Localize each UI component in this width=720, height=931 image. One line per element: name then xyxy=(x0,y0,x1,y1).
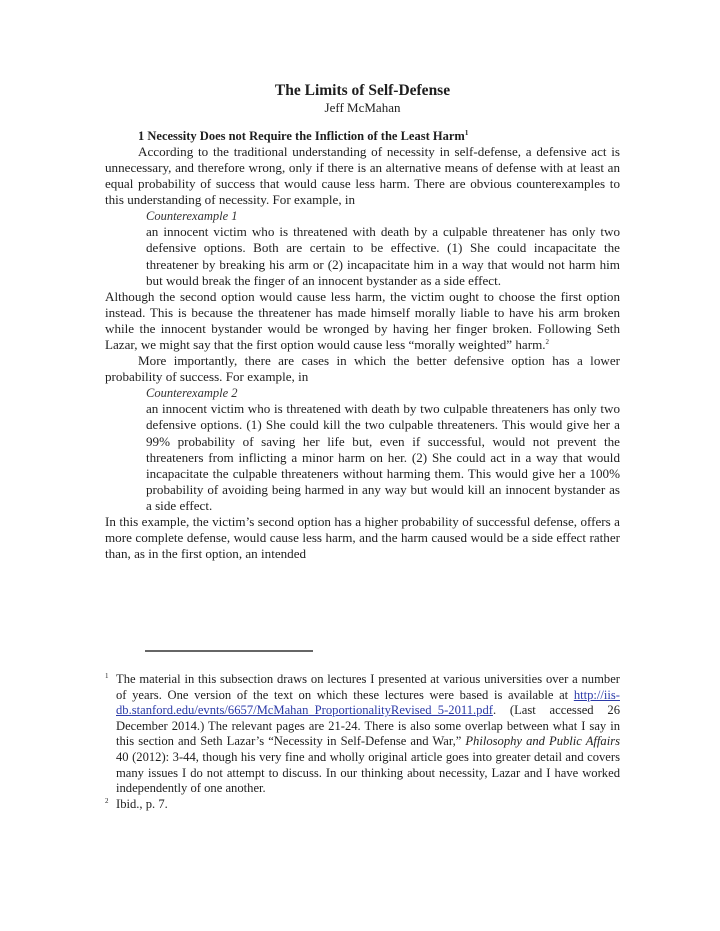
section-heading-text: 1 Necessity Does not Require the Infliction of the Least Harm xyxy=(138,129,465,143)
footnote-1: $^1$ The material in this subsection draws on lectures I presented at various universities over a number of years. One version of the text on which these lectures were based is available at http://iis-db.stanford.edu/evnts/6657/McMahan_ProportionalityRevised_5-2011.pdf. (Last accessed 26 December 2014.) The relevant pages are 21-24. There is also some overlap between what I say in this section and Seth Lazar’s “Necessity in Self-Defense and War,” Philosophy and Public Affairs 40 (2012): 3-44, though his very fine and wholly original article goes into greater detail and covers many issues I do not attempt to discuss. In our thinking about necessity, Lazar and I have worked independently of one another. xyxy=(105,672,620,796)
counterexample-1-label: Counterexample 1 xyxy=(146,209,238,224)
footnote-2-text: Ibid., p. 7. xyxy=(116,796,168,811)
document-page xyxy=(105,82,620,562)
footnotes xyxy=(105,672,620,812)
footnote-1-text: The material in this subsection draws on lectures I presented at various universities over a number of years. One version of the text on which these lectures were based is available at xyxy=(116,672,620,702)
footnote-1-text-end: 40 (2012): 3-44, though his very fine and wholly original article goes into greater detail and covers many issues I do not attempt to discuss. In our thinking about necessity, Lazar and I have worked independently of one another. xyxy=(116,749,620,796)
footnote-ref-1[interactable]: 1 xyxy=(464,129,469,137)
footnote-1-link[interactable]: http://iis-db.stanford.edu/evnts/6657/McMahan_ProportionalityRevised_5-2011.pdf xyxy=(116,687,620,718)
counterexample-2-label: Counterexample 2 xyxy=(146,386,238,401)
section-heading xyxy=(105,128,620,144)
footnote-1-journal: Philosophy and Public Affairs xyxy=(465,734,620,749)
paragraph-1: According to the traditional understanding of necessity in self-defense, a defensive act is unnecessary, and therefore wrong, only if there is an alternative means of defense with at least an equal probability of success that would cause less harm. There are obvious counterexamples to this understanding of necessity. For example, in xyxy=(105,144,620,208)
paragraph-3: More importantly, there are cases in which the better defensive option has a lower probability of success. For example, in xyxy=(105,353,620,385)
paragraph-4: In this example, the victim’s second option has a higher probability of successful defense, offers a more complete defense, would cause less harm, and the harm caused would be a side effect rather than, as in the first option, an intended xyxy=(105,513,620,562)
paragraph-2 xyxy=(105,289,620,353)
paragraph-2-text: Although the second option would cause less harm, the victim ought to choose the first option instead. This is because the threatener has made himself morally liable to have his arm broken while the innocent bystander would be wronged by having her finger broken. Following Seth Lazar, we might say that the first option would cause less “morally weighted” harm. xyxy=(105,288,620,353)
footnote-separator xyxy=(145,650,313,652)
counterexample-1-text: an innocent victim who is threatened with death by a culpable threatener has only two defensive options. Both are certain to be effective. (1) She could incapacitate the threatener by breaking his arm or (2) incapacitate him in a way that would not harm him but would break the finger of an innocent bystander as a side effect. xyxy=(146,224,620,288)
footnote-2: $^2$ Ibid., p. 7. xyxy=(105,796,168,811)
document-author: Jeff McMahan xyxy=(324,100,401,115)
counterexample-2-text: an innocent victim who is threatened with death by two culpable threateners has only two defensive options. (1) She could kill the two culpable threateners. This would give her a 99% probability of saving her life but, even if successful, would not prevent the threateners from inflicting a minor harm on her. (2) She could act in a way that would incapacitate the culpable threateners without harming them. This would give her a 100% probability of avoiding being harmed in any way but would kill an innocent bystander as a side effect. xyxy=(146,401,620,513)
footnote-1-text-cont: . (Last accessed 26 December 2014.) The relevant pages are 21-24. There is also some overlap between what I say in this section and Seth Lazar’s “Necessity in Self-Defense and War,” xyxy=(116,703,620,749)
footnote-ref-2[interactable]: 2 xyxy=(545,338,550,347)
document-title: The Limits of Self-Defense xyxy=(274,82,451,99)
